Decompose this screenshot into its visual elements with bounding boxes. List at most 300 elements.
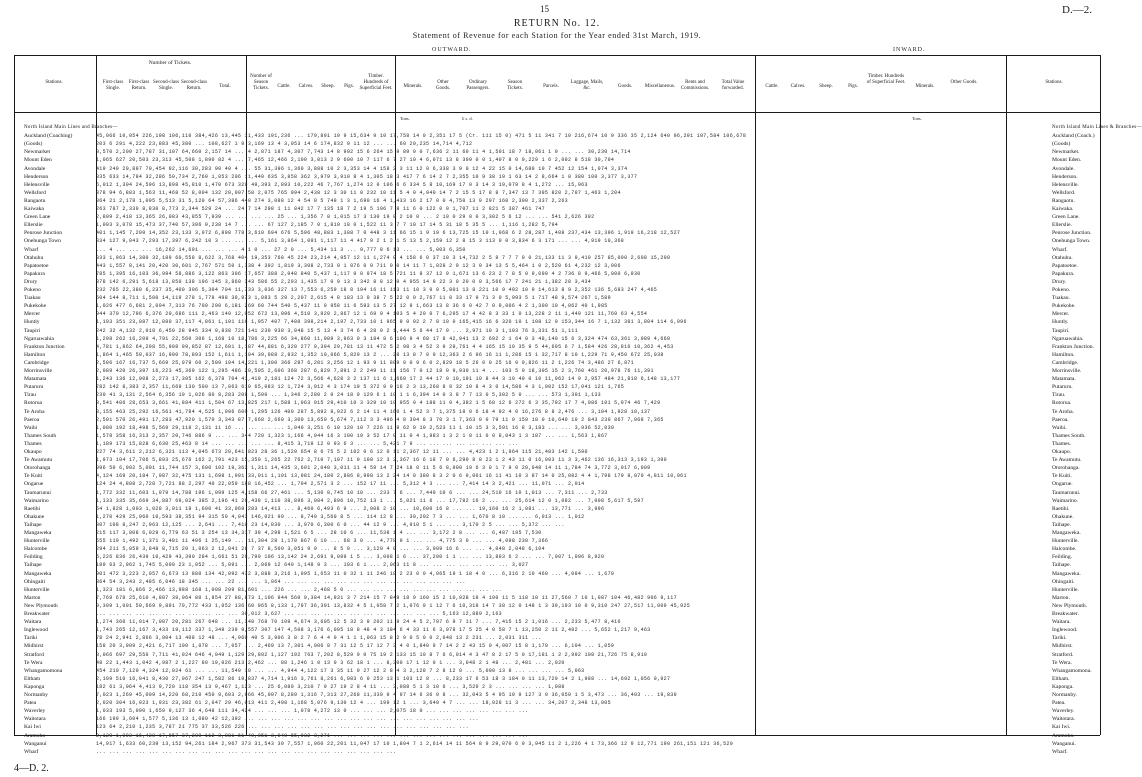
header-col-cattle: Cattle. (277, 84, 291, 89)
station-name-right: Waihi. (1052, 424, 1067, 431)
table-row (0, 432, 1114, 440)
row-values: 5,226 836 26,439 10,429 43,390 284 1,661 51 26,790 106 13,142 24 2,691 9,089 1 5 ... 3,008 1 6 ... 37,200 1 1 ... ... 13,803 6 2 ... ... 7,007 1,096 8,920 (96, 554, 605, 561)
row-values: 78 24 2,941 2,866 3,904 13 408 12 48 ... 4,960 40 5 3,906 3 8 2 7 6 4 4 0 4 1 1 1,063 15 8 2 9 0 5 0 0 2,048 13 2 231 ... 2,031 311 ... (96, 635, 542, 642)
station-name: Papakura (24, 270, 45, 277)
row-values: 1,772 332 11,603 1,079 14,788 196 1,099 125 4,158 66 27,461 ... 5,130 8,745 10 10 ... 233 7 6 ... 7,440 10 6 ... ... 24,510 16 10 1,013 ... 7,311 ... 2,733 (96, 489, 608, 496)
station-name: Henderson (24, 173, 49, 180)
station-name: Waihi (24, 424, 38, 431)
row-values: 807 108 8,247 2,963 12,125 ... 2,641 ... 7,410 23 14,830 ... 3,970 6,300 6 0 ... 44 12 9 ... 4,910 5 1 ... ... 3,170 2 5 ... ... 5,372 ... ... (96, 521, 565, 528)
station-name: Kaponga (24, 683, 45, 690)
station-name: Otorohanga (24, 465, 51, 472)
footer-ref: 4—D. 2. (14, 763, 49, 774)
row-values: 232 765 22,380 6,237 35,400 306 5,304 704 11,733 3,036 327 13 7,553 6,259 18 8 194 16 11 113 11 10 3 0 0 5,801 13 8 221 10 9 492 10 0 14,613 8 9 2,352 136 5,683 247 4,465 (96, 287, 658, 293)
station-name: Avondale (24, 165, 46, 172)
table-row (0, 318, 1114, 326)
table-row (0, 302, 1114, 310)
header-col-total-value: Total Value forwarded. (721, 80, 745, 91)
station-name: Rotorua (24, 400, 43, 407)
station-name-right: Penrose Junction. (1052, 230, 1092, 237)
station-name-right: Midhirst. (1052, 643, 1073, 650)
station-name: Pokeno (24, 287, 41, 293)
row-values: 1,578 358 16,313 2,357 20,746 886 9 ... ... 344 720 1,323 1,166 4,044 16 3 100 19 3 52 17 0 11 0 4 1,983 1 3 2 1 0 11 0 0 8,043 1 3 187 ... ... 1,563 1,867 (96, 432, 608, 439)
header-in-pigs: Pigs. (848, 84, 858, 89)
station-name-right: Te Aroha. (1052, 408, 1074, 415)
row-values: 123 64 2,210 1,235 3,787 21 775 37 33,526 226 ... ... ... ... ... ... ... ... ... ... ... ... ... ... ... ... ... (96, 724, 469, 731)
station-name-right: Otorohanga. (1052, 465, 1080, 472)
row-values: 1,298 262 16,209 4,791 22,560 306 1,168 10 18,786 3,225 66 34,860 11,989 3,963 0 3 184 8 6 106 9 4 68 17 8 42,941 13 2 692 2 1 64 0 3 48,140 15 6 3,324 474 63,361 3,089 4,660 (96, 335, 671, 342)
table-row (0, 456, 1114, 464)
station-name: Patea (24, 700, 37, 707)
table-row (0, 408, 1114, 416)
station-name: Ohingaiti (24, 578, 46, 585)
station-name: Feilding (24, 554, 43, 561)
station-name-right: Whangamomona. (1052, 667, 1092, 674)
row-values: 1,026 477 6,681 2,004 7,313 76 709 290 6,181 269 60 744 540 5,437 11 0 958 11 6 593 13 5 27 12 9 1,663 13 8 36 6 0 42 7 0 9,006 4 2 1,300 10 4,062 40 1,985 (96, 303, 608, 310)
station-name: Huntly (24, 319, 40, 326)
station-name-right: Morrinsville. (1052, 368, 1082, 374)
table-row (0, 691, 1114, 699)
station-name-right: Waitotara. (1052, 716, 1075, 723)
row-values: 1,193 351 23,087 12,880 37,117 4,861 1,101 116 1,957 407 7,480 398,214 2,197 2,733 10 1 965 9 0 92 2 7 8 10 0 165,415 16 6 320 10 1 108 12 0 153,344 16 7 1,132 381 3,804 114 6,996 (96, 319, 687, 326)
table-row (0, 181, 1114, 189)
station-name-right: Avondale. (1052, 165, 1075, 172)
table-row (0, 197, 1114, 205)
table-row (0, 707, 1114, 715)
row-values: 182 61 3,064 4,413 9,720 118 354 13 9,467 1,123 ... 25 6,080 3,210 7 9 27 19 2 8 4 11 ... 3,088 5 1 3 10 6 ... 3,520 2 3 ... ... ... ... 1,088 (96, 683, 565, 690)
station-name-right: Halcombe. (1052, 546, 1077, 553)
row-values: 45,066 10,054 226,198 106,110 384,426 13,445 11,433 191,236 ... 179,891 19 9 15,634 9 10 17,758 14 0 2,351 17 5 (Cr. 111 15 0) 471 5 11 341 7 10 216,674 10 9 336 35 2,124 640 96,291 107,584 106,678 (96, 133, 747, 140)
table-row (0, 715, 1114, 723)
station-name: Paeroa (24, 416, 40, 423)
station-name: Te Aroha (24, 408, 45, 415)
station-name-right: Raetihi. (1052, 505, 1070, 512)
station-name: Waitotara (24, 716, 46, 723)
station-name: Raetihi (24, 505, 41, 512)
station-name-right: Henderson. (1052, 173, 1078, 180)
row-values: 2,089 420 26,397 16,223 45,369 122 1,295 486 20,505 2,606 368 287 6,829 7,891 2 2 249 11 11 156 7 0 12 18 0 9,930 11 4 ... 103 5 0 18,305 15 2 3,760 461 20,978 76 11,391 (96, 368, 654, 374)
table-row (0, 140, 1114, 148)
table-row (0, 505, 1114, 513)
station-name-right: Taihape. (1052, 521, 1072, 528)
station-name-right: Taupiri. (1052, 327, 1070, 334)
station-name-right: Patea. (1052, 700, 1066, 707)
table-row (0, 156, 1114, 164)
table-row (0, 148, 1114, 156)
header-col-pigs: Pigs. (344, 84, 354, 89)
header-col-season: Season Tickets. (507, 80, 523, 91)
station-name: Cambridge (24, 359, 49, 366)
station-name: Tariki (24, 635, 38, 642)
section-inward: INWARD. (893, 47, 926, 53)
station-name-right: Normanby. (1052, 692, 1077, 698)
table-row (0, 618, 1114, 626)
table-row (0, 740, 1114, 748)
station-name: Frankton Junction (24, 343, 65, 350)
station-name: Waverley (24, 708, 46, 715)
table-row (0, 424, 1114, 432)
table-row (0, 732, 1114, 740)
station-name-right: Ellerslie. (1052, 222, 1073, 229)
station-name-right: Thames South. (1052, 432, 1086, 439)
row-values: 4,781 1,862 64,298 55,908 99,852 87 12,601 1,187 44,881 6,320 277 9,394 29,781 13 11 472 5 2 98 3 4 52 3 9 29,761 4 4 165 15 10 35 9 5 44,695 6 7 1,584 426 28,816 10,362 4,453 (96, 343, 674, 350)
header-in-sheep: Sheep. (819, 84, 833, 89)
table-row (0, 578, 1114, 586)
station-name: Okaupo (24, 449, 42, 455)
table-row (0, 642, 1114, 650)
row-values: 1,189 173 15,828 6,630 25,463 8 14 ... ... ... ... ... 8,415 3,719 12 0 93 6 3 ... ... 5,421 7 9 ... ... ... ... ... ... ... ... (96, 440, 519, 447)
station-name-right: Ngaruawahia. (1052, 335, 1084, 342)
row-values: ... ... ... ... ... ... ... ... ... ... ... 30,012 3,627 ... ... ... ... ... ... ... ... ... ... ... ... 5,163 12,889 2,163 (96, 611, 502, 617)
station-name-right: Papatoetoe. (1052, 262, 1078, 269)
station-name: Taihape (24, 562, 42, 569)
station-name: Breakwater (24, 611, 50, 617)
header-col-sheep: Sheep. (321, 84, 335, 89)
header-col-timber: Timber. Hundreds of Superficial Feet. (359, 74, 393, 91)
station-name-right: Cambridge. (1052, 359, 1079, 366)
station-name: Te Awamutu (24, 457, 53, 464)
table-row (0, 359, 1114, 367)
station-name: Taumarunui (24, 489, 51, 496)
row-values: 3,570 2,200 27,787 31,107 64,660 2,157 14 ... 4 2,871 187 4,307 7,743 14 8 992 15 6 264 15 9 89 0 0 7,636 2 11 60 11 4 1,501 18 7 18,061 1 0 ... ... 30,230 14,714 (96, 149, 631, 156)
table-row (0, 416, 1114, 424)
header-stations-right: Stations. (1045, 80, 1063, 85)
station-name-right: Mount Eden. (1052, 157, 1082, 164)
row-values: 6,012 1,304 24,596 13,898 45,810 1,470 673 329 49,393 2,893 10,222 46 7,767 1,274 12 0 106 6 6 334 5 8 10,169 17 0 3 14 3 19,079 8 4 1,272 ... 15,963 (96, 181, 588, 188)
row-values: 833 1,963 14,380 32,189 60,558 8,622 3,768 404 19,353 768 45 224 23,214 4,957 12 11 1,274 0 4 158 6 0 37 10 3 14,732 2 5 8 7 7 7 0 0 21,133 11 3 9,410 257 85,090 2,608 15,200 (96, 254, 671, 261)
row-values: 443 1,557 8,141 20,420 30,601 2,767 571 50 1,338 4 392 1,819 3,308 2,733 0 1 876 0 0 711 0 0 14 11 7 1,028 2 9 12 3 0 34 13 5 5,464 1 0 2,520 61 4,232 12 3,006 (96, 262, 621, 269)
station-name-right: Wellsford. (1052, 189, 1076, 196)
row-values: 864 21 2,178 1,095 5,513 31 5,120 64 57,386 440 274 3,088 12 4 54 0 5 749 1 3 1,690 16 4 1,433 16 2 17 0 0 4,750 13 0 297 160 2,300 2,337 2,263 (96, 197, 568, 204)
table-row (0, 254, 1114, 262)
table-row (0, 699, 1114, 707)
station-name: Whangamomona (24, 667, 63, 674)
row-values: 230 41 3,131 2,564 6,356 10 1,026 80 8,283 208 1,500 ... 1,346 2,280 2 0 24 18 9 129 6 1 10 1 1 6,394 14 0 3 8 7 7 13 0 5,302 5 0 ... ... 573 1,301 1,133 (96, 392, 601, 399)
header-in-calves: Calves. (790, 84, 806, 89)
station-name: Hunterville (24, 538, 50, 545)
station-name: Newmarket (24, 149, 51, 156)
row-values: 2,591 570 26,491 17,283 47,920 1,570 3,343 87 7,668 2,660 3,300 13,650 5,674 7,112 3 3 496 4 8 304 8 3 70 3 1 7,363 0 0 79 11 9 159 18 0 10,640 10 2 843 230 867 7,068 7,365 (96, 416, 664, 423)
row-values: 504 144 8,711 1,500 14,119 278 1,778 498 30,973 1,083 5 29 2,207 2,615 4 8 183 13 0 38 7 5 22 0 9 2,767 11 8 33 17 9 71 3 0 5,993 5 1 717 48 9,574 267 1,589 (96, 295, 611, 302)
station-name-right: Mangaweka. (1052, 530, 1081, 536)
page-reference: D.—2. (1062, 4, 1092, 16)
table-row (0, 335, 1114, 343)
row-values: 1,274 360 11,014 7,007 20,281 267 648 ... 11,348 768 70 109 4,674 3,605 12 5 32 3 9 202 11 9 24 4 5 2,797 6 9 7 11 7 ... 7,415 15 2 1,016 ... 2,233 5,477 8,416 (96, 619, 621, 626)
station-name: Onehunga Town (24, 238, 61, 245)
header-in-cattle: Cattle. (765, 84, 779, 89)
station-name-right: Tirau. (1052, 392, 1066, 399)
station-name-right: Rangaotu. (1052, 197, 1075, 204)
row-values: 4,124 169 20,184 7,987 32,475 131 1,698 1,091 33,011 1,101 13,981 24,180 2,886 8,998 13 2 24 14 0 380 8 3 2 0 6 9,001 16 11 41 10 3 87 14 0 25,082 4 4 1,798 179 8,070 4,811 10,961 (96, 473, 687, 480)
station-name: Otahuhu (24, 254, 44, 261)
station-name-right: Hunterville. (1052, 586, 1079, 593)
header-col-second-single: Second-class Single. (152, 80, 180, 91)
header-in-other-goods: Other Goods. (950, 80, 978, 85)
station-name-right: Newmarket. (1052, 149, 1080, 156)
station-name-right: Mangaweka. (1052, 570, 1081, 577)
table-row (0, 472, 1114, 480)
station-name: Matamata (24, 376, 47, 383)
row-values: 901 472 3,223 2,057 6,673 13 880 134 42,092 432 3,888 3,216 1,095 1,653 11 0 32 1 11 246 18 2 23 0 0 4,065 19 1 18 4 0 ... 6,316 2 10 460 ... 4,084 ... 1,679 (96, 570, 615, 577)
table-row (0, 553, 1114, 561)
station-name-right: Tariki. (1052, 635, 1067, 642)
station-name-right: Taumarunui. (1052, 489, 1081, 496)
table-row (0, 545, 1114, 553)
station-name-right: Hunterville. (1052, 538, 1079, 545)
table-row (0, 464, 1114, 472)
station-name-right: Drury. (1052, 278, 1067, 285)
station-name: Mangaweka (24, 530, 52, 536)
station-name-right: Kai Iwi. (1052, 724, 1071, 731)
station-name: Normanby (24, 692, 48, 698)
table-row (0, 683, 1114, 691)
row-values: 996 50 6,902 5,001 11,744 157 3,600 102 19,362 1,311 14,435 3,601 2,040 3,011 11 4 59 14 7 24 18 0 11 5 6 8,909 19 6 3 0 1 7 9 0 20,048 14 11 1,784 74 3,772 3,917 6,009 (96, 465, 651, 472)
station-name: (Goods) (24, 141, 43, 148)
station-name: Thames South (24, 432, 57, 439)
station-name: Ongarue (24, 481, 44, 488)
table-row (0, 748, 1114, 756)
row-values: 785 1,395 16,103 36,994 58,886 3,122 863 306 17,657 388 2,048 840 5,437 1,117 0 0 974 18 5 721 11 8 37 12 9 1,671 13 6 23 2 7 8 5 0 9,090 4 2 736 8 9,466 5,000 6,930 (96, 270, 641, 277)
station-name-right: Wharf. (1052, 748, 1068, 755)
station-name: Putaruru (24, 384, 44, 391)
row-values: 3,066 697 29,550 7,711 41,024 646 4,049 1,129 29,892 1,127 192 763 7,202 8,529 9 0 75 19 2 133 15 10 8 7 6 6,014 4 3 47 8 2 17 5 0 17,181 1 2 2,992 108 21,726 75 8,910 (96, 651, 648, 658)
table-row (0, 723, 1114, 731)
station-name: Marton (24, 594, 41, 601)
header-col-first-return: First-class Return. (128, 80, 150, 91)
header-stations: Stations. (45, 80, 63, 85)
station-name: Wharf (24, 748, 39, 755)
table-row (0, 310, 1114, 318)
station-name: Hamilton (24, 351, 46, 358)
row-values: 7,023 1,269 45,009 14,220 68,210 450 9,603 2,066 45,007 8,289 1,316 7,313 27,268 11,330 9 4 97 14 6 36 0 8 ... 32,043 5 4 95 19 9 127 3 0 36,050 1 5 3,473 ... 36,403 ... 19,830 (96, 692, 677, 698)
row-values: 48 22 1,443 1,042 4,987 2 1,227 80 19,026 213 2,462 ... 80 1,246 1 0 13 0 3 62 18 1 ... 8,300 17 1 12 0 1 ... 3,048 2 1 48 ... 2,481 ... 2,020 (96, 659, 565, 666)
row-values: 378 142 6,291 5,618 13,850 138 196 145 3,860 343 586 55 2,293 1,435 17 0 9 13 3 342 8 8 12 0 4 955 14 9 22 3 0 20 0 0 3,566 17 7 241 21 1,382 28 3,434 (96, 278, 592, 285)
station-name: Auckland (Coaching) (24, 133, 73, 140)
row-values: 878 94 6,883 1,563 11,468 52 8,004 132 20,007 58 2,075 765 994 2,438 12 3 30 11 0 232 10 11 5 4 0 4,940 14 7 2 15 5 17 8 8 7,347 13 7 395 820 2,707 1,463 1,204 (96, 189, 621, 196)
row-values: 1,033 193 5,090 1,659 9,127 36 4,648 111 34,424 ... ... ... 1,078 4,272 13 0 ... ... ... 2,075 18 0 ... ... ... ... ... ... ... ... (96, 708, 529, 715)
row-values: 1,864 1,465 50,037 16,990 78,893 152 1,611 1,104 39,988 2,832 1,352 10,066 5,829 13 2 ... 28 13 8 7 0 0 12,363 2 6 96 16 11 1,286 15 1 32,717 8 10 1,229 71 9,450 672 25,038 (96, 351, 664, 358)
station-name-right: Waitara. (1052, 619, 1071, 626)
row-values: 2,506 167 16,737 5,669 25,079 60 2,509 104 14,221 1,300 366 287 6,201 3,256 12 1 93 9 11 809 0 0 9 6 0 2,829 18 5 26 0 0 25 16 0 9,826 11 2 1,226 74 3,486 27 6,871 (96, 359, 634, 366)
row-values: 227 74 3,611 2,212 6,321 113 4,045 673 20,641 823 28 36 1,529 654 8 6 75 5 2 102 0 6 12 0 11 2,367 12 11 ... ... 4,423 1 2 1,964 115 21,483 142 1,590 (96, 449, 588, 455)
station-name-right: Pukekohe. (1052, 303, 1076, 310)
station-name: Kaiwaka (24, 206, 44, 212)
station-name: Mangaweka (24, 570, 52, 577)
station-name: Stratford (24, 651, 44, 658)
table-row (0, 651, 1114, 659)
table-row (0, 513, 1114, 521)
station-name-right: Waverley. (1052, 708, 1075, 715)
table-row (0, 286, 1114, 294)
row-values: 401 1,145 7,209 14,352 23,133 3,072 6,898 778 3,610 694 676 5,596 48,883 1,388 7 0 448 3 11 66 15 1 9 19 6 13,725 15 10 1,068 6 2 28,287 1,408 237,434 13,396 1,919 16,218 12,527 (96, 230, 681, 237)
station-name-right: Ohakune. (1052, 513, 1074, 520)
station-name: Waitara (24, 619, 42, 626)
station-name: Pukekohe (24, 303, 47, 310)
page-number: 15 (540, 4, 549, 14)
station-name-right: Thames. (1052, 440, 1072, 447)
table-row (0, 480, 1114, 488)
table-row (0, 343, 1114, 351)
station-name: Mount Eden (24, 157, 52, 164)
station-name-right: Papakura. (1052, 270, 1075, 277)
station-name-right: North Island Main Lines & Branches— (1052, 125, 1142, 130)
station-name-right: Kaponga. (1052, 683, 1074, 690)
row-values: 215 117 3,808 6,029 6,779 63 51 3 254 13 34,317 38 4,298 1,521 6 5 ... 28 10 6 ... 11,538 1 4 ... ... 3,172 2 8 ... ... 6,487 195 7,530 (96, 530, 542, 536)
station-name: Morrinsville (24, 368, 52, 374)
station-name-right: Hamilton. (1052, 351, 1075, 358)
row-values: 203 6 291 4,222 23,883 45,380 ... 108,627 1 9 3,169 13 4 3,053 14 6 174,832 9 11 12 ... ... 60 20,235 14,714 4,712 (96, 141, 473, 148)
station-name: Helensville (24, 181, 50, 188)
station-name-right: Okaupo. (1052, 449, 1072, 455)
station-name: Midhirst (24, 643, 44, 650)
table-row (0, 237, 1114, 245)
row-values: 2,020 304 16,923 1,931 23,382 61 2,047 29 46,013 411 2,498 1,168 5,076 9,130 12 4 ... 199 12 1 ... 3,640 4 7 ... ... 18,028 11 3 ... ... 34,207 2,348 13,005 (96, 700, 611, 707)
station-name-right: New Plymouth. (1052, 602, 1088, 609)
header-col-luggage: Luggage, Mails, &c. (570, 80, 604, 91)
table-row (0, 189, 1114, 197)
row-values: 1,065 627 20,503 23,313 45,508 1,890 82 4 ... 7,465 12,466 2,100 3,013 2 9 600 10 7 117 6 7 27 10 4 6,071 13 8 309 0 0 1,407 8 0 9,229 1 6 2,002 8 518 30,704 (96, 157, 615, 164)
row-values: 263 787 2,330 8,830 8,773 2,344 529 24 ... 24 7 14 298 1 11 842 17 7 135 18 7 2 19 5 106 7 8 11 6 0 122 0 0 1,707 11 2 821 5 387 461 747 (96, 206, 545, 212)
station-name: Green Lane (24, 214, 51, 221)
station-name-right: Feilding. (1052, 554, 1073, 561)
station-name-right: Paeroa. (1052, 416, 1069, 423)
table-row (0, 391, 1114, 399)
row-values: 419 249 20,897 70,454 92,116 30,283 90 40 4 ... 55 31,396 1,360 3,888 10 2 3,353 14 4 158 2 3 11 12 0 6,338 3 9 0 12 4 22 15 0 14,680 10 7 452 12 154 1,074 3,374 (96, 165, 628, 172)
row-values: 944 370 12,796 6,376 20,686 111 2,463 140 12,052 672 13,096 4,510 3,920 2,867 12 1 69 9 4 103 5 4 20 0 7 6,295 17 4 42 8 3 33 1 0 13,228 2 11 1,449 121 11,769 63 4,554 (96, 311, 648, 318)
station-name: Rangaotu (24, 197, 46, 204)
row-values: 3,155 463 25,292 16,561 41,784 4,525 1,096 600 1,295 126 400 287 5,892 8,922 6 2 14 11 4 160 1 4 52 3 7 1,375 18 0 6 18 4 92 4 0 16,276 8 8 2,476 ... 3,104 1,928 10,137 (96, 408, 651, 415)
table-row (0, 448, 1114, 456)
row-values: 54 1,828 1,003 1,028 3,911 18 1,600 41 33,069 283 14,413 ... 8,460 6,493 6 9 ... 2,008 2 10 ... 10,600 16 8 ... ... 19,160 16 2 1,081 ... 13,771 ... 3,996 (96, 505, 605, 512)
station-name: Ohakune (24, 513, 45, 520)
row-values: 7,769 678 25,610 4,807 39,064 80 1,854 27 88,873 1,106 944 560 9,384 14,931 3 7 214 15 7 849 18 9 160 15 2 10,928 18 4 100 11 5 118 10 11 27,560 7 10 1,087 104 46,482 906 9,117 (96, 594, 677, 601)
station-name-right: Inglewood. (1052, 627, 1078, 634)
table-row (0, 367, 1114, 375)
station-name: Waimarino (24, 497, 49, 504)
table-row (0, 132, 1114, 140)
table-row (0, 634, 1114, 642)
table-row (0, 221, 1114, 229)
table-row (0, 213, 1114, 221)
header-in-minerals: Minerals. (915, 84, 935, 89)
table-row (0, 529, 1114, 537)
station-name: Mercer (24, 311, 41, 318)
station-name: New Plymouth (24, 602, 58, 609)
header-col-second-return: Second-class Return. (180, 80, 208, 91)
station-name-right: Putaruru. (1052, 384, 1073, 391)
row-values: 166 199 3,604 1,577 5,136 13 1,080 42 12,392 ... ... ... ... ... ... ... ... ... ... ... ... ... ... ... ... ... ... (96, 716, 479, 723)
header-col-first-single: First-class Single. (102, 80, 124, 91)
station-name-right: Rotorua. (1052, 400, 1072, 407)
header-col-rents: Rents and Commissions. (680, 80, 710, 91)
station-name-right: Auckland (Coach.) (1052, 133, 1095, 140)
row-values: 8,541 406 28,653 3,661 41,884 411 1,504 67 13,825 217 1,588 1,063 915 29,410 10 3 329 10 10 955 9 4 188 11 0 4,382 1 5 60 12 6 272 6 3 35,792 17 7 4,086 101 5,974 46 7,429 (96, 400, 661, 407)
unit-money-out: £ s. d. (462, 116, 473, 121)
row-values: 14,917 1,633 60,239 13,152 94,261 184 2,967 373 31,543 30 7,557 1,060 22,201 11,047 17 10 1,804 7 1 2,614 14 11 564 8 9 29,070 6 9 3,945 11 2 1,226 4 1 73,366 12 9 12,771 190 261,151 121 36,520 (96, 740, 733, 747)
station-name-right: Te Wera. (1052, 659, 1072, 666)
station-name-right: Taihape. (1052, 562, 1072, 569)
station-name: Aramoho (24, 732, 46, 739)
table-row (0, 327, 1114, 335)
table-row (0, 537, 1114, 545)
station-name: Taihape (24, 521, 42, 528)
station-name: Taupiri (24, 327, 41, 334)
station-name-right: Tuakau. (1052, 295, 1070, 302)
station-name-right: Kaiwaka. (1052, 206, 1074, 212)
station-name-right: Wanganui. (1052, 740, 1076, 747)
header-number-of-tickets: Number of Tickets. (148, 60, 192, 66)
table-row (0, 294, 1114, 302)
row-values: 1,973 104 17,706 5,893 25,676 162 2,791 423 15,350 1,265 22 762 2,710 7,107 11 9 108 12 3 2,367 16 6 18 7 0 6,290 8 8 23 1 2 43 11 0 16,093 11 3 3,462 136 16,313 3,193 1,390 (96, 457, 667, 464)
return-title: RETURN No. 12. (513, 18, 601, 29)
row-values: 1,270 429 25,960 10,593 38,351 94 315 50 4,043 146,021 99 ... 8,740 3,560 8 5 ... 114 12 8 ... 30,202 7 3 ... ... 1,670 8 10 ... ... 6,013 ... 1,012 (96, 513, 585, 520)
station-name-right: Frankton Junction. (1052, 343, 1094, 350)
station-name: Drury (24, 278, 38, 285)
station-name: Hunterville (24, 586, 50, 593)
station-name: Te Wera (24, 659, 43, 666)
station-name: Papatoetoe (24, 262, 49, 269)
row-values: 1,003 3,078 15,473 37,740 57,396 9,238 14 7 ... ... 67 127 2,185 7 0 1,810 18 0 1,522 11 3 7 7 10 17 14 5 31 18 5 35 5 ... 1,116 1,282 5,794 (96, 222, 559, 229)
station-name-right: Ongarue. (1052, 481, 1073, 488)
row-values: 124 24 4,808 2,728 7,721 88 2,297 40 22,059 188 16,452 ... 1,704 2,571 3 2 ... 152 17 11 ... 5,312 4 3 ... ... 7,414 14 3 2,421 ... 11,071 ... 2,014 (96, 481, 585, 488)
station-name-right: Waimarino. (1052, 497, 1079, 504)
header-col-season-tickets: Number of Season Tickets. (250, 74, 272, 91)
top-rule (14, 55, 1100, 56)
station-name-right: Breakwater. (1052, 611, 1079, 617)
table-row (0, 626, 1114, 634)
station-name-right: Ohingaiti. (1052, 578, 1075, 585)
table-row (0, 610, 1114, 618)
table-row (0, 278, 1114, 286)
station-name: Tuakau (24, 295, 41, 302)
table-row (0, 124, 1142, 132)
header-col-minerals: Minerals. (403, 84, 423, 89)
header-in-timber: Timber. Hundreds of Superficial Feet. (866, 74, 906, 85)
row-values: 9,309 1,001 50,669 9,891 70,772 433 1,052 136 60 965 8,133 1,797 36,391 13,832 4 5 1,058 7 2 1,076 9 1 12 7 6 10,318 14 7 38 12 0 148 1 3 39,193 10 0 9,310 247 27,517 11,009 45,925 (96, 602, 691, 609)
station-name-right: Green Lane. (1052, 214, 1080, 221)
table-row (0, 270, 1114, 278)
station-name-right: Mercer. (1052, 311, 1070, 318)
station-name: Kai Iwi (24, 724, 41, 731)
table-row (0, 165, 1114, 173)
table-row (0, 521, 1114, 529)
table-row (0, 262, 1114, 270)
station-name-right: Helensville. (1052, 181, 1079, 188)
station-name: Ngaruawahia (24, 335, 54, 342)
row-values: 335 633 14,784 32,286 50,734 2,769 1,053 206 11,440 635 3,858 362 3,979 3,910 8 4 1,305 18 3 417 7 6 14 2 7 2,355 10 9 38 19 1 63 14 2 8,664 1 8 380 100 3,377 3,377 (96, 173, 638, 180)
section-outward: OUTWARD. (432, 47, 472, 53)
header-col-calves: Calves. (298, 84, 314, 89)
table-row (0, 659, 1114, 667)
station-name: Inglewood (24, 627, 48, 634)
station-name-right: Pokeno. (1052, 287, 1071, 293)
station-name-right: Wharf. (1052, 246, 1068, 253)
row-values: 1,323 181 6,866 2,466 13,988 168 1,008 209 81,601 ... 226 ... ... 2,468 5 0 ... ... ... ... ... ... ... ... ... ... ... ... (96, 586, 502, 593)
unit-tons-in: Tons. (912, 116, 922, 121)
header-col-goods: Goods. (617, 84, 633, 89)
station-name: Wharf (24, 246, 39, 253)
station-name-right: Te Awamutu. (1052, 457, 1082, 464)
row-values: 2,109 510 16,041 8,430 27,067 247 1,582 86 19,837 4,714 1,916 3,761 8,261 6,083 6 0 253 13 1 103 12 8 ... 8,233 17 6 53 18 3 184 0 11 13,729 14 2 1,988 ... 14,692 1,056 9,927 (96, 675, 671, 682)
station-name-right: Huntly. (1052, 319, 1069, 326)
table-row (0, 173, 1114, 181)
row-values: 555 119 1,492 1,371 3,481 11 406 1 25,149 ... 11,304 28 1,170 867 6 10 ... 68 3 0 ... 4,778 9 1 ... ... 4,775 3 0 ... ... 4,098 230 7,366 (96, 538, 549, 545)
row-values: 294 211 5,059 3,848 8,715 20 1,063 2 12,041 28 7 37 8,500 3,051 9 9 ... 8 5 0 ... 3,120 4 0 ... ... 3,009 16 6 ... ... 4,048 2,048 6,104 (96, 546, 545, 553)
table-row (0, 246, 1114, 254)
table-row (0, 570, 1114, 578)
table-row (0, 497, 1114, 505)
row-values: 242 32 4,132 2,018 6,450 28 945 334 9,838 721 141 230 938 3,048 15 5 13 4 3 74 6 4 28 0 2 1,444 5 6 44 17 9 ... 2,971 10 3 1,103 76 3,331 51 1,111 (96, 327, 578, 334)
table-row (0, 586, 1114, 594)
